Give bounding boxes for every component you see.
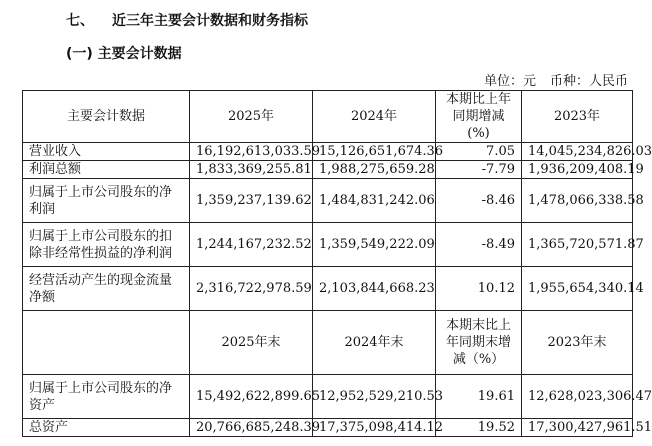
unit-label: 单位：元 [483,74,536,89]
row-label [23,267,190,311]
header-metric: 主要会计数据 [23,91,190,143]
value-change: 10.12 [436,267,522,311]
value-change: 19.52 [436,419,522,437]
table-row [23,419,633,437]
header-change [436,91,522,143]
section-title: 近三年主要会计数据和财务指标 [112,13,308,29]
value-change: -8.49 [436,223,522,267]
row-label [23,375,190,419]
row-label: 利润总额 [23,161,190,179]
accounting-data-table [22,90,652,437]
header-change-end-line2: 年同期末增 [445,335,511,350]
value-2023: 1,936,209,408.19 [522,161,633,179]
value-2024: 2,103,844,668.23 [313,267,436,311]
row-label [23,223,190,267]
header-change-line2: 同期增减(%) [452,109,505,141]
row-label-line1: 归属于上市公司股东的净 [29,184,173,200]
section-heading [66,10,308,30]
subheader-empty [23,311,190,375]
value-2025: 15,492,622,899.65 [190,375,313,419]
value-2024: 1,359,549,222.09 [313,223,436,267]
value-2023: 1,955,654,340.14 [522,267,633,311]
value-2025: 16,192,613,033.59 [190,143,313,161]
row-label-line2: 除非经常性损益的净利润 [29,245,173,261]
value-2025: 20,766,685,248.39 [190,419,313,437]
value-2025: 1,359,237,139.62 [190,179,313,223]
value-2023: 17,300,427,961.51 [522,419,633,437]
value-change: -8.46 [436,179,522,223]
row-label-line1: 归属于上市公司股东的净 [29,380,173,396]
row-label-line2: 资产 [29,397,56,413]
value-2024: 12,952,529,210.53 [313,375,436,419]
header-change-end [436,311,522,375]
value-2023: 12,628,023,306.47 [522,375,633,419]
table-row [23,161,633,179]
value-2025: 1,244,167,232.52 [190,223,313,267]
header-change-end-line3: 减（%） [452,352,505,367]
table-row [23,223,633,267]
value-2025: 2,316,722,978.59 [190,267,313,311]
value-2024: 17,375,098,414.12 [313,419,436,437]
unit-note [470,70,628,89]
header-2023: 2023年 [522,91,633,143]
table-row [23,375,633,419]
row-label-line1: 归属于上市公司股东的扣 [29,228,173,244]
table-row [23,179,633,223]
value-change: 19.61 [436,375,522,419]
currency-label: 币种：人民币 [549,74,628,89]
header-2023-end: 2023年末 [522,311,633,375]
row-label-line1: 经营活动产生的现金流量 [29,272,173,288]
table-subheader-row [23,311,633,375]
row-label: 总资产 [23,419,190,437]
value-2024: 1,988,275,659.28 [313,161,436,179]
header-2025: 2025年 [190,91,313,143]
header-2024: 2024年 [313,91,436,143]
value-2023: 1,478,066,338.58 [522,179,633,223]
table-header-row [23,91,633,143]
value-2024: 15,126,651,674.36 [313,143,436,161]
header-2025-end: 2025年末 [190,311,313,375]
section-number: 七、 [66,13,94,29]
row-label-line2: 利润 [29,201,56,217]
header-change-line1: 本期比上年 [445,92,511,107]
row-label [23,179,190,223]
value-2024: 1,484,831,242.06 [313,179,436,223]
row-label: 营业收入 [23,143,190,161]
value-2023: 14,045,234,826.03 [522,143,633,161]
subsection-heading: (一) 主要会计数据 [66,46,182,62]
table-row [23,267,633,311]
value-2023: 1,365,720,571.87 [522,223,633,267]
table-row [23,143,633,161]
header-2024-end: 2024年末 [313,311,436,375]
value-2025: 1,833,369,255.81 [190,161,313,179]
row-label-line2: 净额 [29,289,56,305]
value-change: 7.05 [436,143,522,161]
header-change-end-line1: 本期末比上 [445,318,511,333]
value-change: -7.79 [436,161,522,179]
